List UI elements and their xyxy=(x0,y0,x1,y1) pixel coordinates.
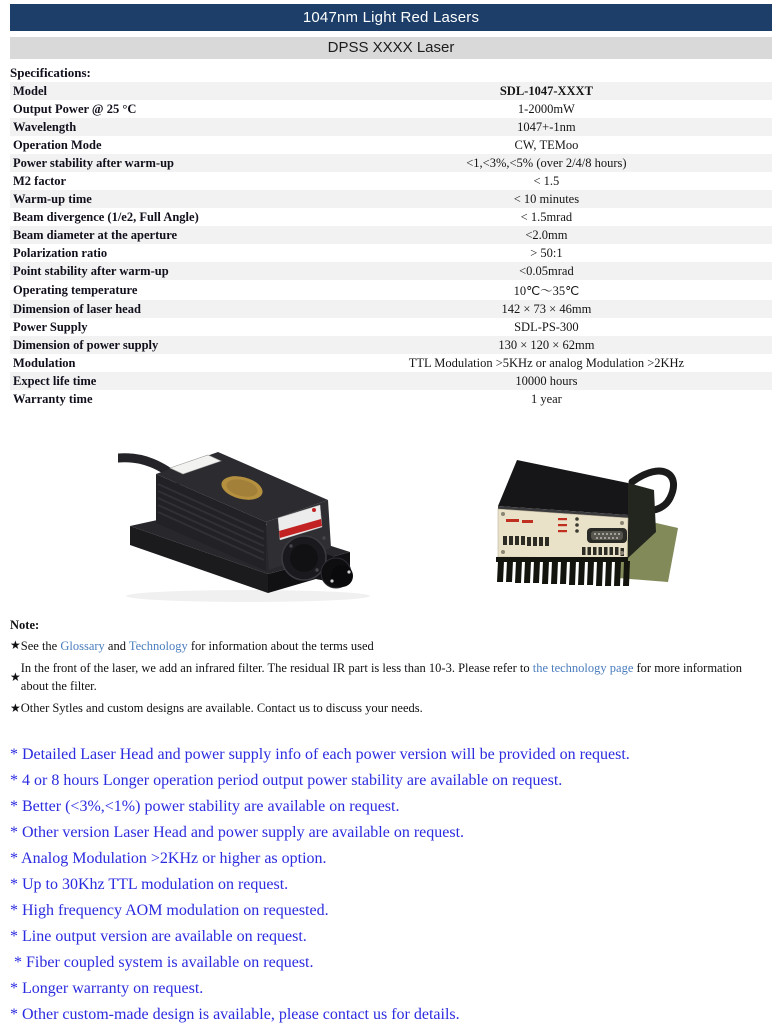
note-heading: Note: xyxy=(10,618,40,632)
spec-value: <2.0mm xyxy=(525,227,568,242)
technology-page-link[interactable]: the technology page xyxy=(532,661,634,676)
spec-row xyxy=(10,154,772,172)
spec-value: <1,<3%,<5% (over 2/4/8 hours) xyxy=(466,155,627,170)
note-line-2-text xyxy=(21,659,772,695)
note-line-2 xyxy=(10,659,772,695)
technology-link[interactable]: Technology xyxy=(128,639,188,653)
spec-row xyxy=(10,354,772,372)
spec-row xyxy=(10,390,772,408)
note-text-segment: and xyxy=(104,639,129,653)
note-line-1-text xyxy=(21,637,374,655)
spec-value: < 1.5 xyxy=(533,173,560,188)
bullet-item: * Longer warranty on request. xyxy=(10,979,204,997)
spec-label: Beam divergence (1/e2, Full Angle) xyxy=(13,209,199,224)
bullet-item: * Better (<3%,<1%) power stability are available on request. xyxy=(10,797,400,815)
page-title: 1047nm Light Red Lasers xyxy=(10,4,772,31)
spec-table-body xyxy=(10,82,772,408)
note-line-3 xyxy=(10,699,772,717)
spec-row xyxy=(10,100,772,118)
spec-label: Wavelength xyxy=(13,119,77,134)
spec-label: Dimension of laser head xyxy=(13,301,141,316)
spec-label: Power stability after warm-up xyxy=(13,155,174,170)
bullet-item: * Up to 30Khz TTL modulation on request. xyxy=(10,875,289,893)
spec-row xyxy=(10,372,772,390)
spec-value: <0.05mrad xyxy=(519,263,574,278)
aperture-flange-inner xyxy=(290,544,318,572)
spec-value: < 1.5mrad xyxy=(520,209,573,224)
spec-value: > 50:1 xyxy=(530,245,563,260)
spec-label: Warranty time xyxy=(13,391,93,406)
spec-row xyxy=(10,82,772,100)
warning-label-dot xyxy=(312,508,316,512)
note-text-segment: for more information about the filter. xyxy=(20,661,743,694)
spec-value: 1047+-1nm xyxy=(517,119,576,134)
spec-row xyxy=(10,336,772,354)
specifications-table xyxy=(10,82,772,408)
spec-value: CW, TEMoo xyxy=(514,137,579,152)
bullet-item: * Analog Modulation >2KHz or higher as option. xyxy=(10,849,327,867)
spec-label: M2 factor xyxy=(13,173,67,188)
bullet-list xyxy=(10,742,772,1028)
cap-screw-1 xyxy=(330,579,333,582)
spec-label: Operation Mode xyxy=(13,137,102,152)
spec-value: 10℃～35℃ xyxy=(513,284,580,298)
spec-value: 142 × 73 × 46mm xyxy=(501,301,592,316)
spec-row xyxy=(10,244,772,262)
spec-label: Polarization ratio xyxy=(13,245,108,260)
aperture-cap-face xyxy=(331,565,353,587)
note-line-1 xyxy=(10,637,772,655)
product-photos xyxy=(118,426,782,608)
spec-label: Power Supply xyxy=(13,319,88,334)
spec-row xyxy=(10,118,772,136)
bullet-item: * Other version Laser Head and power supply are available on request. xyxy=(10,823,465,841)
star-icon: ★ xyxy=(10,669,21,684)
spec-label: Model xyxy=(13,83,48,98)
spec-row xyxy=(10,226,772,244)
laser-head-shadow xyxy=(126,590,370,602)
psu-heatsink-fins xyxy=(496,557,630,586)
power-supply-photo xyxy=(470,430,720,605)
psu-model-text xyxy=(506,519,519,522)
spec-row xyxy=(10,190,772,208)
spec-row xyxy=(10,280,772,300)
specifications-heading: Specifications: xyxy=(10,65,91,80)
bullet-item: * Detailed Laser Head and power supply info of each power version will be provided on request. xyxy=(10,745,630,763)
spec-row xyxy=(10,318,772,336)
note-section xyxy=(10,618,772,718)
bullet-item: * High frequency AOM modulation on requested. xyxy=(10,901,329,919)
spec-value: 130 × 120 × 62mm xyxy=(498,337,595,352)
bullet-item: * Fiber coupled system is available on request. xyxy=(10,953,314,971)
spec-row xyxy=(10,208,772,226)
page-subtitle: DPSS XXXX Laser xyxy=(10,37,772,59)
psu-model-text-2 xyxy=(522,520,533,523)
spec-label: Modulation xyxy=(13,355,76,370)
psu-top-face xyxy=(498,460,628,515)
note-text-segment: for information about the terms used xyxy=(187,639,374,653)
note-text-segment: See the xyxy=(20,639,61,653)
note-text-segment: In the front of the laser, we add an infrared filter. The residual IR part is less than 10-3. Please refer to xyxy=(20,661,533,676)
glossary-link[interactable]: Glossary xyxy=(60,639,105,653)
spec-row xyxy=(10,262,772,280)
spec-value: 1 year xyxy=(530,391,562,406)
spec-value: SDL-1047-XXXT xyxy=(499,83,593,98)
laser-head-photo xyxy=(118,426,398,608)
spec-row xyxy=(10,172,772,190)
flange-screw-1 xyxy=(289,544,292,547)
cap-screw-2 xyxy=(347,570,350,573)
spec-value: TTL Modulation >5KHz or analog Modulation >2KHz xyxy=(408,355,685,370)
spec-label: Expect life time xyxy=(13,373,97,388)
star-icon: ★ xyxy=(10,638,21,653)
spec-value: < 10 minutes xyxy=(513,191,580,206)
front-screw xyxy=(322,536,325,539)
spec-value: 1-2000mW xyxy=(517,101,575,116)
spec-label: Beam diameter at the aperture xyxy=(13,227,178,242)
spec-value: 10000 hours xyxy=(515,373,578,388)
spec-label: Operating temperature xyxy=(13,282,138,297)
spec-value: SDL-PS-300 xyxy=(514,319,579,334)
spec-row xyxy=(10,136,772,154)
spec-label: Point stability after warm-up xyxy=(13,263,169,278)
spec-label: Output Power @ 25 °C xyxy=(13,101,137,116)
bullet-item: * 4 or 8 hours Longer operation period output power stability are available on request. xyxy=(10,771,563,789)
db15-connector xyxy=(587,528,627,543)
spec-label: Warm-up time xyxy=(13,191,92,206)
flange-screw-2 xyxy=(315,568,318,571)
star-icon: ★ xyxy=(10,700,21,715)
spec-label: Dimension of power supply xyxy=(13,337,159,352)
spec-row xyxy=(10,300,772,318)
note-line-3-text: Other Sytles and custom designs are available. Contact us to discuss your needs. xyxy=(20,701,423,716)
bullet-item: * Line output version are available on request. xyxy=(10,927,307,945)
bullet-item: * Other custom-made design is available, please contact us for details. xyxy=(10,1005,460,1023)
